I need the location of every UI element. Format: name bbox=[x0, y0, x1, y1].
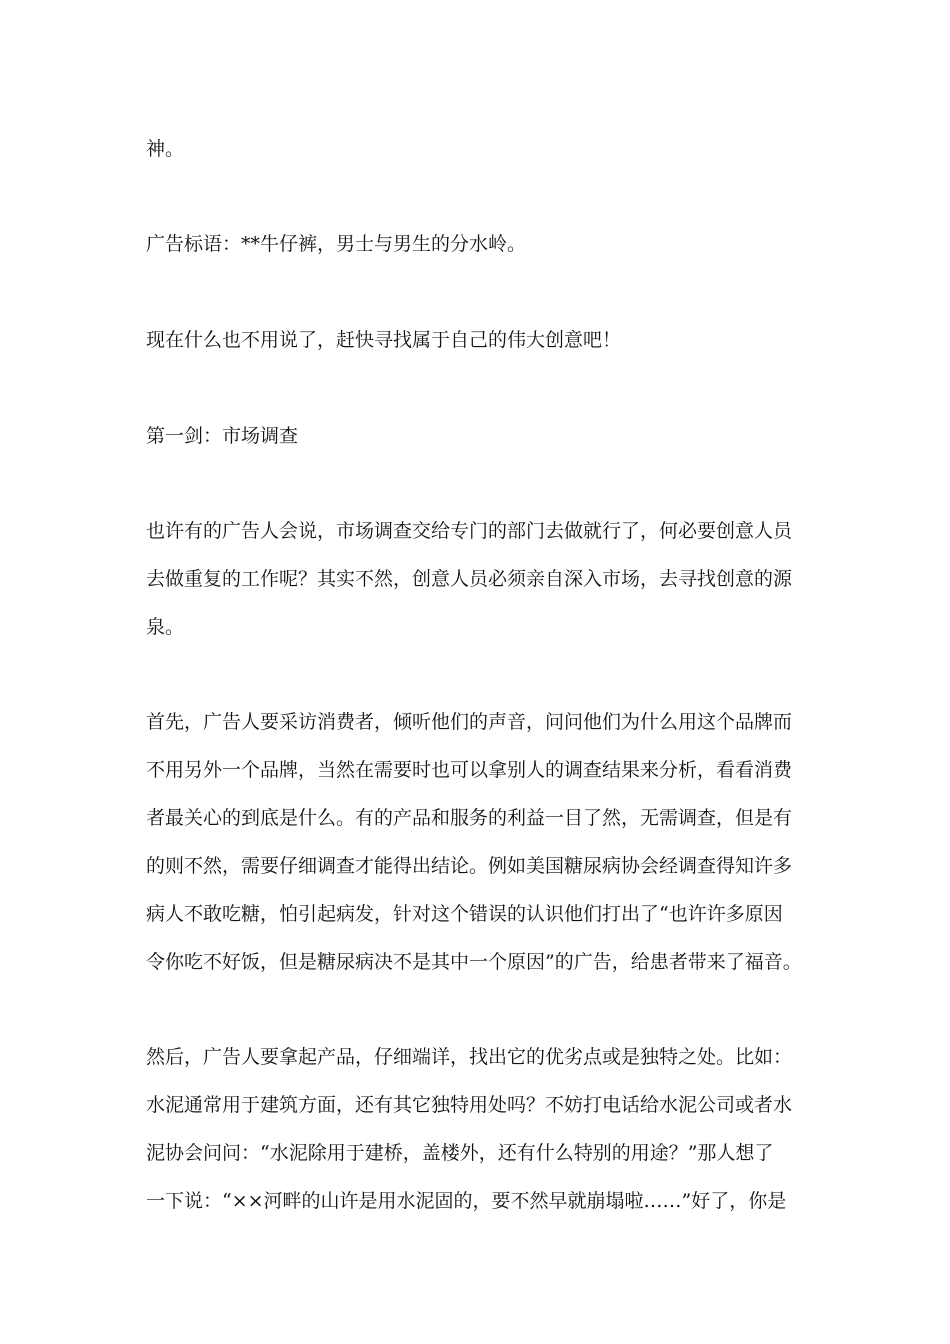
text-line: 神。 bbox=[146, 138, 185, 160]
text-line: 不用另外一个品牌，当然在需要时也可以拿别人的调查结果来分析，看看消费 bbox=[146, 759, 793, 781]
text-line: 者最关心的到底是什么。有的产品和服务的利益一目了然，无需调查，但是有 bbox=[146, 807, 793, 829]
text-line: 现在什么也不用说了，赶快寻找属于自己的伟大创意吧！ bbox=[146, 329, 622, 351]
slogan-line: 广告标语：**牛仔裤，男士与男生的分水岭。 bbox=[146, 233, 527, 255]
text-line: 病人不敢吃糖，怕引起病发，针对这个错误的认识他们打出了“也许许多原因 bbox=[146, 903, 783, 925]
text-line: 泥协会问问：“水泥除用于建桥，盖楼外，还有什么特别的用途？”那人想了 bbox=[146, 1142, 774, 1164]
text-line: 去做重复的工作呢？其实不然，创意人员必须亲自深入市场，去寻找创意的源 bbox=[146, 568, 793, 590]
text-line: 令你吃不好饭，但是糖尿病决不是其中一个原因”的广告，给患者带来了福音。 bbox=[146, 951, 802, 973]
text-line: 也许有的广告人会说，市场调查交给专门的部门去做就行了，何必要创意人员 bbox=[146, 520, 793, 542]
text-line: 首先，广告人要采访消费者，倾听他们的声音，问问他们为什么用这个品牌而 bbox=[146, 711, 793, 733]
text-line: 的则不然，需要仔细调查才能得出结论。例如美国糖尿病协会经调查得知许多 bbox=[146, 855, 793, 877]
text-line: 泉。 bbox=[146, 616, 185, 638]
text-line: 水泥通常用于建筑方面，还有其它独特用处吗？不妨打电话给水泥公司或者水 bbox=[146, 1094, 793, 1116]
section-heading: 第一剑：市场调查 bbox=[146, 425, 299, 447]
text-line: 然后，广告人要拿起产品，仔细端详，找出它的优劣点或是独特之处。比如： bbox=[146, 1046, 793, 1068]
text-line: 一下说：“××河畔的山许是用水泥固的，要不然早就崩塌啦……”好了，你是 bbox=[146, 1190, 787, 1212]
